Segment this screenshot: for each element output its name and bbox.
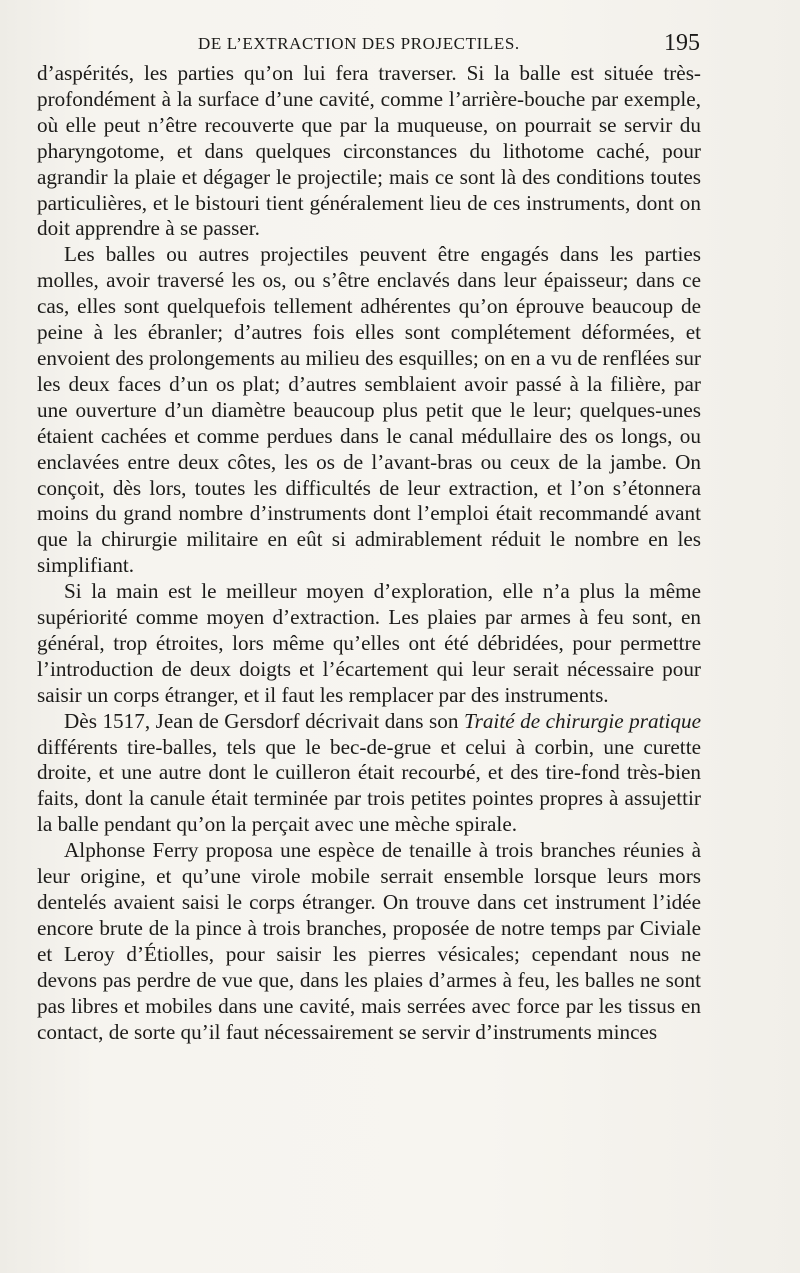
paragraph-5: Alphonse Ferry proposa une espèce de tenaille à trois branches réunies à leur origine, et qu’une virole mobile serrait ensemble lorsque leurs mors dentelés avaient saisi le corps étranger. On trouve dans cet instrument l’idée encore brute de la pince à trois branches, proposée de notre temps par Civiale et Leroy d’Étiolles, pour saisir les pierres vésicales; cependant nous ne devons pas perdre de vue que, dans les plaies d’armes à feu, les balles ne sont pas libres et mobiles dans une cavité, mais serrées avec force par les tissus en contact, de sorte qu’il faut nécessairement se servir d’instruments minces (37, 838, 701, 1044)
page-header (38, 30, 700, 62)
page-number: 195 (664, 30, 700, 56)
body-text (37, 61, 701, 1045)
running-title: DE L’EXTRACTION DES PROJECTILES. (198, 34, 520, 53)
paragraph-2: Les balles ou autres projectiles peuvent être engagés dans les parties molles, avoir traversé les os, ou s’être enclavés dans leur épaisseur; dans ce cas, elles sont quelquefois tellement adhérentes qu’on éprouve beaucoup de peine à les ébranler; d’autres fois elles sont complétement déformées, et envoient des prolongements au milieu des esquilles; on en a vu de renflées sur les deux faces d’un os plat; d’autres semblaient avoir passé à la filière, par une ouverture d’un diamètre beaucoup plus petit que le leur; quelques-unes étaient cachées et comme perdues dans le canal médullaire des os longs, ou enclavées entre deux côtes, les os de l’avant-bras ou ceux de la jambe. On conçoit, dès lors, toutes les difficultés de leur extraction, et l’on s’étonnera moins du grand nombre d’instruments dont l’emploi était recommandé avant que la chirurgie militaire en eût si admirablement réduit le nombre en les simplifiant. (37, 242, 701, 578)
paragraph-1: d’aspérités, les parties qu’on lui fera traverser. Si la balle est située très-profondément à la surface d’une cavité, comme l’arrière-bouche par exemple, où elle peut n’être recouverte que par la muqueuse, on pourrait se servir du pharyngotome, et dans quelques circonstances du lithotome caché, pour agrandir la plaie et dégager le projectile; mais ce sont là des conditions toutes particulières, et le bistouri tient généralement lieu de ces instruments, dont on doit apprendre à se passer. (37, 61, 701, 241)
book-title-italic: Traité de chirurgie pratique (463, 708, 701, 733)
paragraph-3: Si la main est le meilleur moyen d’exploration, elle n’a plus la même supériorité comme moyen d’extraction. Les plaies par armes à feu sont, en général, trop étroites, lors même qu’elles ont été débridées, pour permettre l’introduction de deux doigts et l’écartement qui leur serait nécessaire pour saisir un corps étranger, et il faut les remplacer par des instruments. (37, 579, 701, 707)
paragraph-4-after: différents tire-balles, tels que le bec-de-grue et celui à corbin, une curette droite, et une autre dont le cuilleron était recourbé, et des tire-fond très-bien faits, dont la canule était terminée par trois petites pointes propres à assujettir la balle pendant qu’on la perçait avec une mèche spirale. (37, 734, 701, 837)
paragraph-4 (37, 709, 701, 839)
paragraph-4-before: Dès 1517, Jean de Gersdorf décrivait dans son (64, 708, 464, 733)
